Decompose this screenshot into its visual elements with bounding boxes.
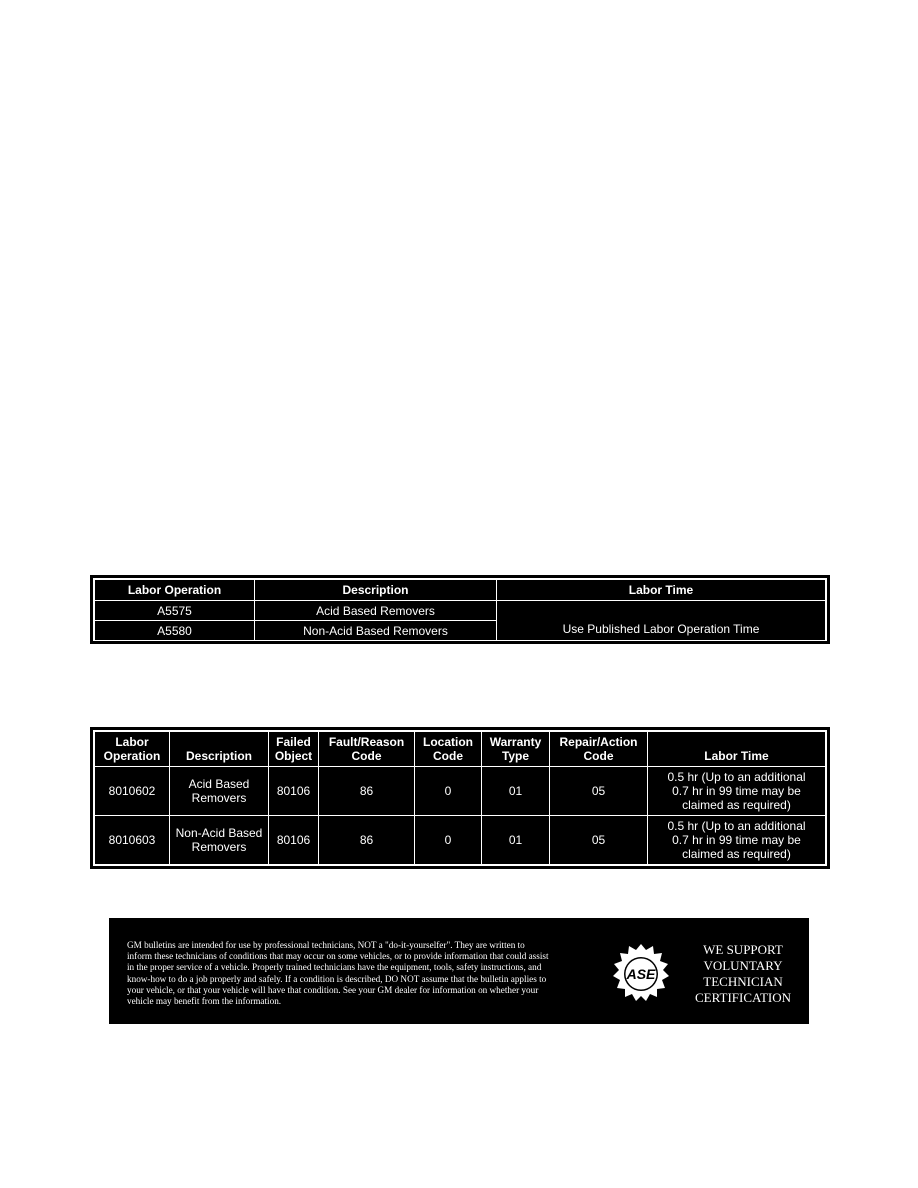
- disclaimer-line: inform these technicians of conditions that may occur on some vehicles, or to provide information that could assist: [127, 951, 549, 962]
- header-labor-operation: Labor Operation: [95, 580, 255, 601]
- disclaimer-text: [127, 940, 605, 1007]
- support-line: VOLUNTARY: [703, 958, 783, 973]
- cell-labor-operation: A5580: [95, 621, 255, 641]
- cell-fault-reason-code: 86: [319, 816, 415, 865]
- cell-warranty-type: 01: [482, 767, 550, 816]
- cell-labor-operation: 8010603: [95, 816, 170, 865]
- cell-description: Non-Acid Based Removers: [170, 816, 269, 865]
- cell-labor-operation: 8010602: [95, 767, 170, 816]
- header-labor-time: Labor Time: [497, 580, 826, 601]
- warranty-claim-table-frame: [93, 730, 827, 866]
- cell-description: Acid Based Removers: [255, 601, 497, 621]
- cell-repair-action-code: 05: [550, 816, 648, 865]
- disclaimer-line: know-how to do a job properly and safely. If a condition is described, DO NOT assume that the bulletin applies to: [127, 973, 547, 984]
- ase-seal-icon: [609, 942, 673, 1006]
- disclaimer-line: your vehicle, or that your vehicle will have that condition. See your GM dealer for information on whether your: [127, 984, 539, 995]
- cell-fault-reason-code: 86: [319, 767, 415, 816]
- cell-location-code: 0: [415, 767, 482, 816]
- support-line: CERTIFICATION: [695, 990, 791, 1005]
- header-location-code: Location Code: [415, 732, 482, 767]
- ase-support-statement: [677, 942, 809, 1006]
- cell-failed-object: 80106: [269, 767, 319, 816]
- header-description: Description: [170, 732, 269, 767]
- support-line: TECHNICIAN: [703, 974, 783, 989]
- table-row: [95, 767, 826, 816]
- cell-labor-time: 0.5 hr (Up to an additional 0.7 hr in 99 time may be claimed as required): [648, 767, 826, 816]
- disclaimer-line: in the proper service of a vehicle. Properly trained technicians have the equipment, tools, safety instructions, and: [127, 962, 542, 973]
- disclaimer-line: GM bulletins are intended for use by professional technicians, NOT a "do-it-yourselfer". They are written to: [127, 940, 525, 950]
- header-warranty-type: Warranty Type: [482, 732, 550, 767]
- labor-operation-table-grid: [94, 579, 826, 641]
- header-description: Description: [255, 580, 497, 601]
- warranty-claim-table: [90, 727, 830, 869]
- cell-labor-time: Use Published Labor Operation Time: [497, 601, 826, 641]
- header-labor-time: Labor Time: [648, 732, 826, 767]
- table-header-row: [95, 580, 826, 601]
- cell-description: Non-Acid Based Removers: [255, 621, 497, 641]
- header-fault-reason-code: Fault/Reason Code: [319, 732, 415, 767]
- table-row: [95, 601, 826, 621]
- table-row: [95, 816, 826, 865]
- cell-failed-object: 80106: [269, 816, 319, 865]
- labor-operation-table: [90, 575, 830, 644]
- labor-operation-table-frame: [93, 578, 827, 641]
- cell-warranty-type: 01: [482, 816, 550, 865]
- header-labor-operation: Labor Operation: [95, 732, 170, 767]
- warranty-claim-table-grid: [94, 731, 826, 865]
- support-line: WE SUPPORT: [703, 942, 783, 957]
- table-header-row: [95, 732, 826, 767]
- cell-location-code: 0: [415, 816, 482, 865]
- gm-bulletin-disclaimer-banner: [109, 918, 809, 1024]
- svg-text:ASE: ASE: [626, 966, 656, 982]
- disclaimer-line: vehicle may benefit from the information.: [127, 996, 282, 1007]
- cell-labor-time: 0.5 hr (Up to an additional 0.7 hr in 99 time may be claimed as required): [648, 816, 826, 865]
- cell-description: Acid Based Removers: [170, 767, 269, 816]
- header-failed-object: Failed Object: [269, 732, 319, 767]
- cell-labor-operation: A5575: [95, 601, 255, 621]
- header-repair-action-code: Repair/Action Code: [550, 732, 648, 767]
- cell-repair-action-code: 05: [550, 767, 648, 816]
